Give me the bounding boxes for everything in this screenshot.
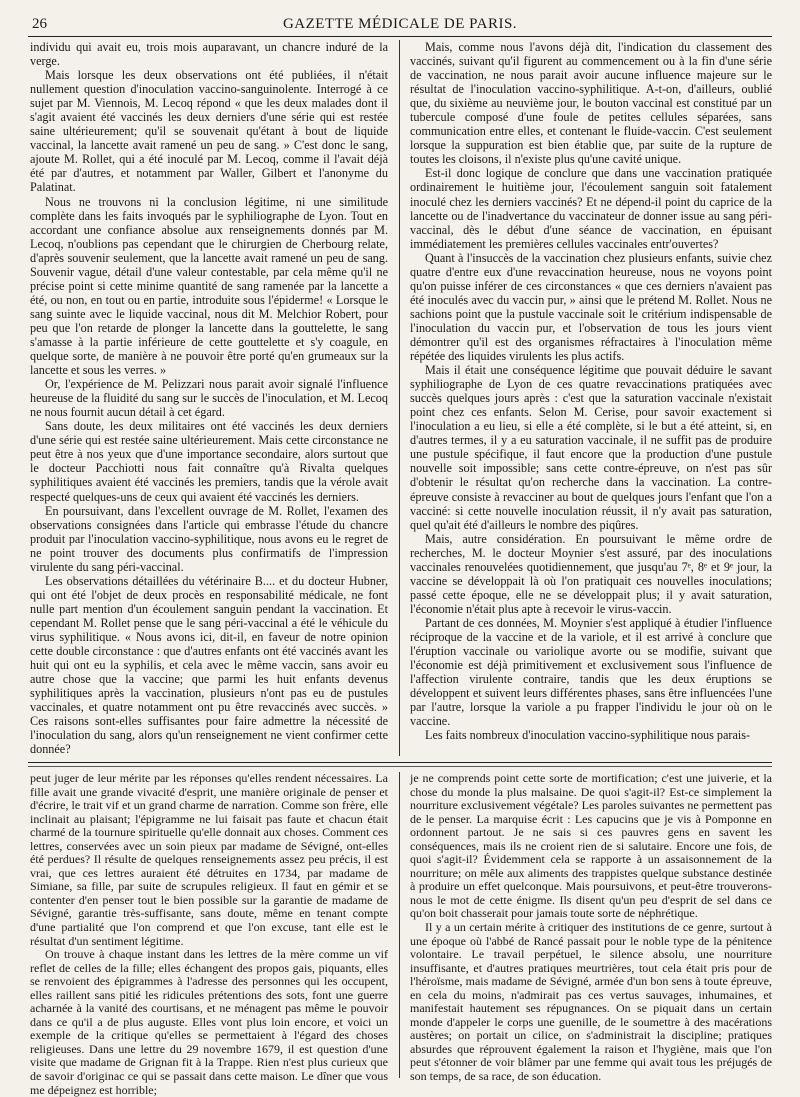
column-divider xyxy=(399,772,400,1078)
article-column-right xyxy=(410,40,772,755)
paragraph: En poursuivant, dans l'excellent ouvrage de M. Rollet, l'examen des observations consignées dans l'article qui embrasse l'étude du chancre produit par l'inoculation vaccino-syphilitique, nous avons eu le regret de ne point trouver des documents plus confirmatifs de l'impression virulente du sang péri-vaccinal. xyxy=(30,503,388,574)
paragraph: Partant de ces données, M. Moynier s'est appliqué à étudier l'influence réciproque de la vaccine et de la variole, et il est arrivé à conclure que l'éruption vaccinale ou variolique avorte ou se modifie, suivant que l'économie est déjà primitivement et exclusivement sous l'influence de l'affection virulente contraire, tandis que les deux éruptions se développent et suivent leurs différentes phases, sans être influencées l'une par l'autre, lorsque la variole a pu frapper l'individu le jour où on le vaccine. xyxy=(410,615,772,729)
feuilleton-column-left xyxy=(30,771,388,1097)
paragraph: Or, l'expérience de M. Pelizzari nous parait avoir signalé l'influence heureuse de la fluidité du sang sur le succès de l'inoculation, et M. Lecoq ne nous fournit aucun détail à cet égard. xyxy=(30,377,388,420)
paragraph: On trouve à chaque instant dans les lettres de la mère comme un vif reflet de celles de la fille; elles échangent des propos gais, piquants, elles se renvoient des épigrammes à l'adresse des personnes qui les occupent, elles raillent sans pitié les ridicules prétentions des sots, font une guerre acharnée à la vanité des courtisans, et ne ménagent pas même le pouvoir dans ce qu'il a de plus auguste. Elles vont plus loin encore, et voici un exemple de la critique qu'elles se permettaient à l'égard des choses religieuses. Dans une lettre du 29 novembre 1679, il est question d'une visite que madame de Grignan fit à la Trappe. Rien n'est plus curieux que de savoir d'originac ce qui se passait dans cette maison. Le dîner que vous me dépeignez est horrible; xyxy=(30,947,388,1097)
column-divider xyxy=(399,40,400,756)
paragraph: je ne comprends point cette sorte de mortification; c'est une juiverie, et la chose du monde la plus malsaine. De quoi s'agit-il? Est-ce simplement la nourriture exclusivement végétale? Les paroles suivantes ne permettent pas de le penser. La marquise écrit : Les capucins que je vis à Pomponne en ordonnent partout. Je ne sais si ces pauvres gens en savent les conséquences, mais ils ne croient rien de si salutaire. Encore une fois, de quoi s'agit-il? Évidemment cela se rapporte à un assaisonnement de la nourriture; on mêle aux aliments des trappistes quelque substance destinée à produire un effet quelconque. Mais poursuivons, et peut-être trouverons-nous le mot de cette énigme. Ils disent qu'un peu d'esprit de sel dans ce qu'on boit chasserait pour jamais toute sorte de néphrétique. xyxy=(410,771,772,921)
paragraph: Nous ne trouvons ni la conclusion légitime, ni une similitude complète dans les faits invoqués par le syphiliographe de Lyon. Tout en accordant une confiance absolue aux renseignements donnés par M. Lecoq, n'oublions pas cependant que le chirurgien de Cherbourg relate, d'après souvenir seulement, que la lancette avait ramené un peu de sang. Souvenir vague, détail d'une valeur contestable, par cela même qu'il ne précise point si cette minime quantité de sang ramenée par la lancette a été, ou non, en tout ou en partie, introduite sous l'épiderme! « Lorsque le sang suinte avec le liquide vaccinal, nous dit M. Melchior Robert, pour peu que l'on retarde de plonger la lancette dans la gouttelette, le sang s'amasse à la partie inférieure de cette gouttelette et s'y coagule, en quelque sorte, de manière à ne pouvoir être porté qu'en grumeaux sur la lancette et sous les verres. » xyxy=(30,194,388,378)
paragraph: Mais lorsque les deux observations ont été publiées, il n'était nullement question d'inoculation vaccino-sanguinolente. Interrogé à ce sujet par M. Viennois, M. Lecoq répond « que les deux malades dont il s'agit avaient été vaccinés les deux derniers d'une série qui est restée saine ultérieurement; qu'il se souvenait qu'étant à bout de liquide vaccinal, la lancette avait ramené un peu de sang. » C'est donc le sang, ajoute M. Rollet, qui a été inoculé par M. Lecoq, comme il l'avait déjà été par d'autres, et notamment par Waller, Gilbert et l'anonyme du Palatinat. xyxy=(30,68,388,195)
paragraph: Il y a un certain mérite à critiquer des institutions de ce genre, surtout à une époque où l'abbé de Rancé passait pour le noble type de la pénitence volontaire. Le travail perpétuel, le silence absolu, une nourriture insuffisante, et d'autres pratiques meurtrières, tout cela était pris pour de l'héroïsme, mais madame de Sévigné, armée d'un bon sens à toute épreuve, en cela du moins, n'admirait pas ces vertus sauvages, inhumaines, et manifestait hautement ses répugnances. On se piquait dans un certain monde d'appeler le corps une guenille, de le soumettre à des macérations austères; on portait un cilice, on s'administrait la discipline; pratiques absurdes que réprouvent également la raison et l'hygiène, mais que l'on peut s'étonner de voir blâmer par une femme qui avait tous les préjugés de son temps, de sa race, de son éducation. xyxy=(410,920,772,1084)
paragraph: Mais, autre considération. En poursuivant le même ordre de recherches, M. le docteur Moynier s'est assuré, par des inoculations vaccinales renouvelées quotidiennement, que jusqu'au 7ᵉ, 8ᵉ et 9ᵉ jour, la vaccine se développait là où l'on pratiquait ces nouvelles inoculations; passé cette époque, elle ne se développait plus; il y avait saturation, l'économie n'était plus apte à recevoir le virus-vaccin. xyxy=(410,531,772,616)
paragraph: Mais, comme nous l'avons déjà dit, l'indication du classement des vaccinés, suivant qu'il figurent au commencement ou à la fin d'une série de vaccination, ne nous parait avoir aucune influence majeure sur le résultat de l'inoculation vaccino-syphilitique. A-t-on, d'ailleurs, oublié que, du sixième au neuvième jour, le bouton vaccinal est constitué par un tubercule composé d'une foule de petites cellules séparées, sans communication entre elles, et contenant le fluide-vaccin. C'est seulement lorsque la suppuration est bien établie que, par suite de la rupture de toutes les cloisons, il n'existe plus qu'une cavité unique. xyxy=(410,40,772,167)
page-header xyxy=(28,14,772,37)
paragraph: individu qui avait eu, trois mois auparavant, un chancre induré de la verge. xyxy=(30,40,388,69)
paragraph: Est-il donc logique de conclure que dans une vaccination pratiquée ordinairement le huitième jour, l'écoulement sanguin soit fatalement inoculé chez les derniers vaccinés? Et ne dépend-il point du caprice de la lancette ou de l'inadvertance du vaccinateur de donner issue au sang péri-vaccinal, dès le début d'une séance de vaccination, en épuisant immédiatement les premières cellules vaccinales entr'ouvertes? xyxy=(410,166,772,251)
feuilleton-column-right xyxy=(410,771,772,1084)
journal-title: GAZETTE MÉDICALE DE PARIS. xyxy=(282,16,518,32)
paragraph: Les faits nombreux d'inoculation vaccino-syphilitique nous parais- xyxy=(425,728,751,743)
page-number: 26 xyxy=(32,16,47,32)
feuilleton-rule-thin xyxy=(28,766,772,767)
paragraph: Mais il était une conséquence légitime que pouvait déduire le savant syphiliographe de Lyon de ces quatre revaccinations pratiquées avec succès quelques jours après : c'est que la saturation vaccinale n'existait point chez ces enfants. Selon M. Cerise, pour savoir exactement si l'inoculation a eu lieu, si elle a été complète, si le but a été atteint, si, en d'autres termes, il y a eu saturation vaccinale, il ne suffit pas de produire une pustule spécifique, il faut encore que la production d'une pustule nouvelle soit impossible; sans cette contre-épreuve, on n'est pas sûr d'obtenir le résultat qu'on recherche dans la vaccination. La contre-épreuve consiste à revacciner au bout de quelques jours l'enfant que l'on a vacciné: si cette nouvelle inoculation réussit, il n'y avait pas saturation, quel qu'ait été d'ailleurs le nombre des piqûres. xyxy=(410,363,772,532)
feuilleton-rule xyxy=(28,762,772,763)
article-column-left xyxy=(30,40,388,755)
paragraph: Quant à l'insuccès de la vaccination chez plusieurs enfants, suivie chez quatre d'entre eux d'une revaccination heureuse, nous ne voyons point qu'on puisse inférer de ces circonstances « que ces derniers n'avaient pas été inoculés avec du vaccin pur, » ainsi que le prétend M. Rollet. Nous ne sachions point que la pustule vaccinale soit le critérium indispensable de l'inoculation du vaccin pur, et l'observation de tous les jours vient démontrer qu'il est des organismes réfractaires à l'inoculation même répétée des liquides virulents les plus actifs. xyxy=(410,250,772,364)
paragraph: peut juger de leur mérite par les réponses qu'elles rendent nécessaires. La fille avait une grande vivacité d'esprit, une manière originale de penser et d'écrire, le trait vif et un grand charme de narration. Comme son frère, elle inclinait au plaisant; l'épigramme ne lui faisait pas faute et chacun était charmé de la tournure spirituelle qu'elle donnait aux choses. Comment ces lettres, conservées avec un soin pieux par madame de Sévigné, ont-elles été perdues? Il résulte de quelques renseignements assez peu précis, il est vrai, que ces lettres auraient été détruites en 1734, par madame de Simiane, sa fille, par suite de scrupules religieux. Il faut en gémir et se contenter d'en penser tout le bien possible sur la garantie de madame de Sévigné, garantie très-suffisante, sans doute, même en tenant compte d'une partialité que l'on comprend et que l'on excuse, tant elle est le résultat d'un sentiment légitime. xyxy=(30,771,388,948)
paragraph: Les observations détaillées du vétérinaire B.... et du docteur Hubner, qui ont été l'objet de deux procès en responsabilité médicale, ne font nulle part mention d'un écoulement sanguin pendant la vaccination. Et cependant M. Rollet pense que le sang péri-vaccinal a été le véhicule du virus syphilitique. « Nous avons ici, dit-il, en faveur de notre opinion cette double circonstance : que d'autres enfants ont été vaccinés avant les huit qui ont eu la syphilis, et cela avec le même vaccin, sans avoir eu autre chose que la vaccine; que parmi les huit enfants devenus syphilitiques après la vaccination, plusieurs n'ont pas eu de pustules vaccinales, et quatre notamment ont pu être revaccinés avec succès. » Ces raisons sont-elles suffisantes pour faire admettre la nécessité de l'inoculation du sang, alors qu'un renseignement ne vient confirmer cette donnée? xyxy=(30,573,388,757)
paragraph: Sans doute, les deux militaires ont été vaccinés les deux derniers d'une série qui est restée saine ultérieurement. Mais cette circonstance ne peut être à nos yeux que d'une importance secondaire, alors surtout que le docteur Pacchiotti nous fait connaître qu'à Rivalta quelques syphilitiques avaient été vaccinés les premiers, tandis que la vérole avait respecté quelques-uns de ceux qui avaient été vaccinés les derniers. xyxy=(30,419,388,504)
